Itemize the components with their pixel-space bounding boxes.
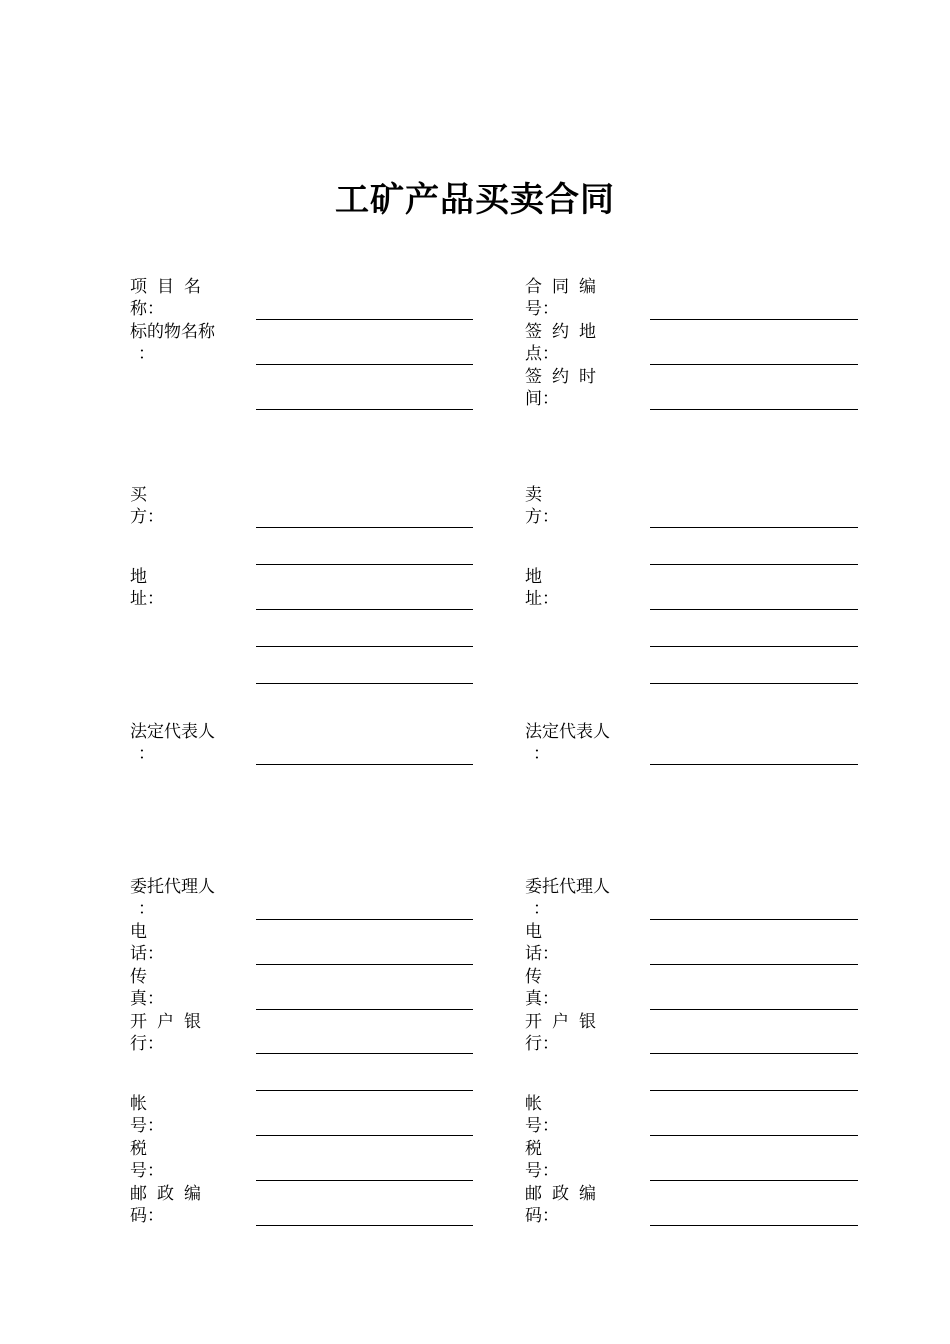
field-sign-place[interactable] — [650, 364, 858, 365]
label-buyer-fax: 传 真： — [130, 967, 164, 1009]
field-buyer-bank-2[interactable] — [256, 1090, 473, 1091]
field-buyer-postcode[interactable] — [256, 1225, 473, 1226]
label-seller-bank: 开户银 行： — [525, 1012, 606, 1054]
label-seller-agent: 委托代理人 ： — [525, 877, 610, 919]
label-seller-legal-rep: 法定代表人 ： — [525, 722, 610, 764]
label-contract-no: 合同编 号： — [525, 277, 606, 319]
field-buyer[interactable] — [256, 527, 473, 528]
field-seller-address-2[interactable] — [650, 646, 858, 647]
field-seller-legal-rep[interactable] — [650, 764, 858, 765]
field-seller[interactable] — [650, 527, 858, 528]
field-project-name[interactable] — [256, 319, 473, 320]
field-seller-bank-2[interactable] — [650, 1090, 858, 1091]
field-seller-tax[interactable] — [650, 1180, 858, 1181]
label-sign-time: 签约时 间： — [525, 367, 606, 409]
label-buyer-tax: 税 号： — [130, 1139, 164, 1181]
field-subject-name-2[interactable] — [256, 409, 473, 410]
label-buyer-postcode: 邮政编 码： — [130, 1184, 211, 1226]
label-buyer-account: 帐 号： — [130, 1094, 164, 1136]
label-sign-place: 签约地 点： — [525, 322, 606, 364]
field-seller-agent[interactable] — [650, 919, 858, 920]
field-subject-name[interactable] — [256, 364, 473, 365]
label-seller-phone: 电 话： — [525, 922, 559, 964]
field-buyer-account[interactable] — [256, 1135, 473, 1136]
field-buyer-tax[interactable] — [256, 1180, 473, 1181]
label-buyer-bank: 开户银 行： — [130, 1012, 211, 1054]
field-seller-fax[interactable] — [650, 1009, 858, 1010]
label-seller-account: 帐 号： — [525, 1094, 559, 1136]
field-seller-bank[interactable] — [650, 1053, 858, 1054]
label-seller-tax: 税 号： — [525, 1139, 559, 1181]
label-buyer: 买 方： — [130, 485, 164, 527]
field-seller-account[interactable] — [650, 1135, 858, 1136]
label-project-name: 项目名 称： — [130, 277, 211, 319]
field-buyer-bank[interactable] — [256, 1053, 473, 1054]
label-seller-address: 地 址： — [525, 567, 559, 609]
label-buyer-legal-rep: 法定代表人 ： — [130, 722, 215, 764]
field-buyer-2[interactable] — [256, 564, 473, 565]
field-seller-phone[interactable] — [650, 964, 858, 965]
field-buyer-agent[interactable] — [256, 919, 473, 920]
label-buyer-phone: 电 话： — [130, 922, 164, 964]
field-contract-no[interactable] — [650, 319, 858, 320]
field-seller-address[interactable] — [650, 609, 858, 610]
field-buyer-fax[interactable] — [256, 1009, 473, 1010]
field-buyer-phone[interactable] — [256, 964, 473, 965]
label-buyer-address: 地 址： — [130, 567, 164, 609]
field-sign-time[interactable] — [650, 409, 858, 410]
field-seller-2[interactable] — [650, 564, 858, 565]
label-seller-fax: 传 真： — [525, 967, 559, 1009]
field-buyer-legal-rep[interactable] — [256, 764, 473, 765]
label-seller-postcode: 邮政编 码： — [525, 1184, 606, 1226]
field-buyer-address[interactable] — [256, 609, 473, 610]
field-buyer-address-2[interactable] — [256, 646, 473, 647]
field-buyer-address-3[interactable] — [256, 683, 473, 684]
label-seller: 卖 方： — [525, 485, 559, 527]
field-seller-address-3[interactable] — [650, 683, 858, 684]
label-subject-name: 标的物名称 ： — [130, 322, 215, 364]
field-seller-postcode[interactable] — [650, 1225, 858, 1226]
page-title: 工矿产品买卖合同 — [335, 180, 615, 220]
label-buyer-agent: 委托代理人 ： — [130, 877, 215, 919]
